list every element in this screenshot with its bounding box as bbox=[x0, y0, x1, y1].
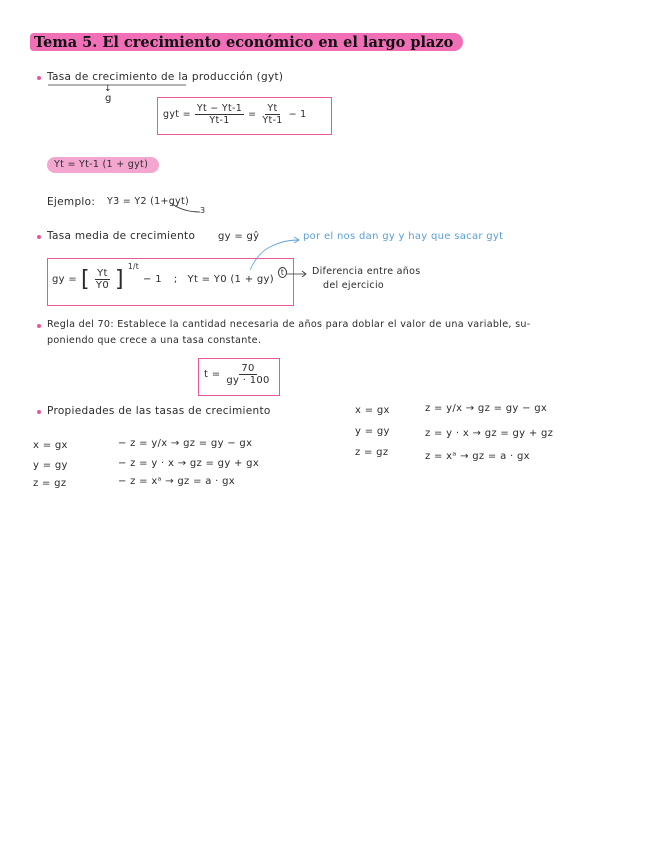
right-rule-product: z = y · x → gz = gy + gz bbox=[425, 428, 554, 439]
numerator: Yt − Yt-1 bbox=[196, 103, 243, 114]
mean-growth-heading: Tasa media de crecimiento bbox=[47, 230, 196, 242]
formula-tail: − 1 bbox=[288, 109, 307, 120]
bullet bbox=[37, 324, 41, 328]
equals: = bbox=[248, 109, 257, 120]
growth-rate-formula bbox=[163, 103, 307, 126]
numerator: Yt bbox=[267, 103, 278, 114]
right-def-x: x = gx bbox=[355, 405, 390, 416]
fraction bbox=[195, 103, 244, 126]
mean-growth-definition: gy = gŷ bbox=[218, 231, 260, 242]
side-note-2: del ejercicio bbox=[323, 280, 384, 291]
rule-70-formula bbox=[204, 363, 272, 386]
level-formula: Yt = Yt-1 (1 + gyt) bbox=[54, 159, 149, 170]
g-label: g bbox=[105, 93, 112, 104]
down-arrow-icon: ↓ bbox=[104, 84, 112, 94]
denominator: Yt-1 bbox=[209, 115, 230, 126]
def-x: x = gx bbox=[33, 440, 68, 451]
exponent: 1/t bbox=[127, 262, 140, 271]
denominator: Y0 bbox=[95, 280, 109, 291]
example-formula: Y3 = Y2 (1+gyt) bbox=[107, 196, 190, 207]
side-note-1: Diferencia entre años bbox=[312, 266, 421, 277]
denominator: Yt-1 bbox=[262, 115, 283, 126]
right-def-y: y = gy bbox=[355, 426, 390, 437]
formula-tail: − 1 bbox=[143, 274, 162, 285]
formula-lhs: t = bbox=[204, 369, 221, 380]
rule-70-line-2: poniendo que crece a una tasa constante. bbox=[47, 335, 262, 346]
right-def-z: z = gz bbox=[355, 447, 389, 458]
rule-power: − z = xᵃ → gz = a · gx bbox=[118, 476, 235, 487]
right-rule-quotient: z = y/x → gz = gy − gx bbox=[425, 403, 548, 414]
blue-note: por el nos dan gy y hay que sacar gyt bbox=[303, 231, 504, 242]
fraction bbox=[224, 363, 271, 386]
level-formula-2: Yt = Y0 (1 + gy) bbox=[187, 274, 274, 285]
circled-exponent: t bbox=[278, 267, 287, 278]
numerator: 70 bbox=[241, 363, 255, 374]
right-rule-power: z = xᵃ → gz = a · gx bbox=[425, 451, 530, 462]
example-label: Ejemplo: bbox=[47, 196, 96, 208]
rule-quotient: − z = y/x → gz = gy − gx bbox=[118, 438, 253, 449]
separator: ; bbox=[173, 274, 178, 285]
def-z: z = gz bbox=[33, 478, 67, 489]
right-bracket: ] bbox=[115, 266, 124, 292]
bullet bbox=[37, 235, 41, 239]
heading-underline bbox=[48, 83, 188, 87]
def-y: y = gy bbox=[33, 460, 68, 471]
properties-heading: Propiedades de las tasas de crecimiento bbox=[47, 405, 271, 417]
numerator: Yt bbox=[97, 268, 108, 279]
formula-lhs: gyt = bbox=[163, 109, 191, 120]
left-bracket: [ bbox=[81, 266, 90, 292]
arrow-icon bbox=[287, 270, 309, 278]
rule-70-line-1: Regla del 70: Establece la cantidad necesaria de años para doblar el valor de una variable, su- bbox=[47, 319, 531, 330]
page-title: Tema 5. El crecimiento económico en el largo plazo bbox=[34, 34, 454, 51]
formula-lhs: gy = bbox=[52, 274, 78, 285]
rule-product: − z = y · x → gz = gy + gx bbox=[118, 458, 260, 469]
mean-growth-formula bbox=[52, 262, 287, 292]
denominator: gy · 100 bbox=[226, 375, 270, 386]
fraction bbox=[94, 268, 111, 291]
bullet bbox=[37, 410, 41, 414]
example-subscript: 3 bbox=[200, 206, 206, 215]
fraction bbox=[260, 103, 284, 126]
growth-rate-heading: Tasa de crecimiento de la producción (gyt) bbox=[47, 71, 284, 83]
bullet bbox=[37, 76, 41, 80]
